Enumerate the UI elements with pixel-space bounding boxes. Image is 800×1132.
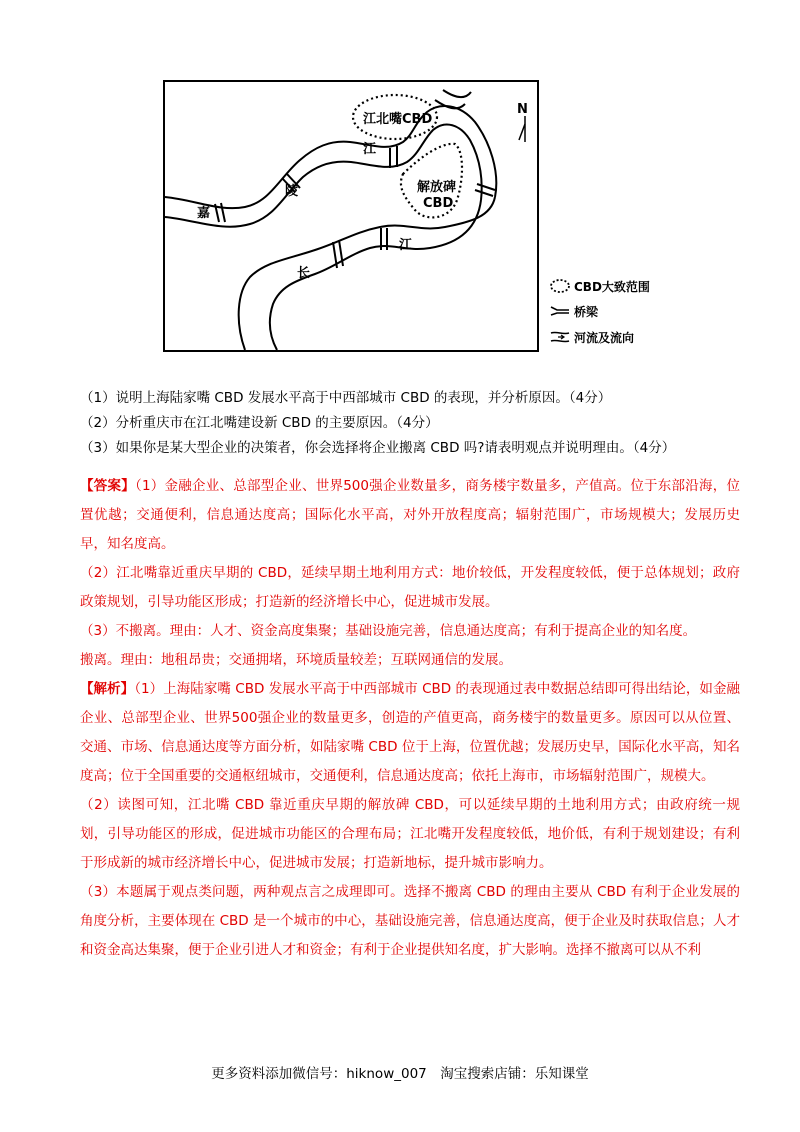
north-label: N (517, 102, 528, 117)
page-footer: 更多资料添加微信号：hiknow_007 淘宝搜索店铺：乐知课堂 (211, 1066, 589, 1082)
river-char-1: 江 (363, 142, 377, 157)
answer-analysis (80, 472, 740, 965)
legend-cbd-range (549, 275, 650, 297)
river-char-4: 江 (399, 238, 413, 253)
answer-p2: （2）江北嘴靠近重庆早期的 CBD，延续早期土地利用方式：地价较低，开发程度较低，便于总体规划；政府政策规划，引导功能区形成；打造新的经济增长中心，促进城市发展。 (80, 565, 740, 610)
legend-cbd-range-label: CBD大致范围 (574, 279, 650, 294)
answer-p1-text: （1）金融企业、总部型企业、世界500强企业数量多，商务楼宇数量多，产值高。位于东部沿海，位置优越；交通便利，信息通达度高；国际化水平高，对外开放程度高；辐射范围广，市场规模大；发展历史早，知名度高。 (80, 478, 741, 552)
cbd-north-label: 江北嘴CBD (363, 112, 433, 127)
answer-p3: （3）不搬离。理由：人才、资金高度集聚；基础设施完善，信息通达度高；有利于提高企业的知名度。 (80, 623, 697, 639)
legend-bridge-label: 桥梁 (574, 304, 599, 319)
question-3: （3）如果你是某大型企业的决策者，你会选择将企业搬离 CBD 吗?请表明观点并说明理由。（4分） (80, 440, 676, 456)
legend-river-label: 河流及流向 (574, 330, 635, 345)
legend-bridge (549, 300, 598, 322)
analysis-p1-text: （1）上海陆家嘴 CBD 发展水平高于中西部城市 CBD 的表现通过表中数据总结即可得出结论，如金融企业、总部型企业、世界500强企业的数量更多，创造的产值更高，商务楼宇的数量更多。原因可以从位置、交通、市场、信息通达度等方面分析，如陆家嘴 CBD 位于上海，位置优越；发展历史早，国际化水平高，知名度高；位于全国重要的交通枢纽城市，交通便利，信息通达度高；依托上海市，市场辐射范围广，规模大。 (80, 681, 741, 784)
river-char-3: 嘉 (197, 206, 211, 221)
analysis-tag: 【解析】 (80, 681, 135, 697)
river-flow-icon (549, 329, 571, 345)
analysis-p3: （3）本题属于观点类问题，两种观点言之成理即可。选择不搬离 CBD 的理由主要从 CBD 有利于企业发展的角度分析，主要体现在 CBD 是一个城市的中心，基础设施完善，信息通达度高，便于企业及时获取信息；人才和资金高达集聚，便于企业引进人才和资金；有利于企业提供知名度，扩大影响。选择不撤离可以从不利 (80, 884, 740, 958)
river-char-5: 长 (297, 266, 311, 281)
cbd-south-label-2: CBD (423, 196, 454, 211)
answer-p4: 搬离。理由：地租昂贵；交通拥堵，环境质量较差；互联网通信的发展。 (80, 652, 512, 668)
legend-river (549, 326, 634, 348)
river-char-2: 陵 (285, 184, 299, 199)
river-map (163, 80, 539, 352)
bridge-icon (549, 303, 571, 319)
questions (80, 386, 740, 461)
river-map-drawing (165, 82, 537, 350)
analysis-p1 (80, 675, 740, 791)
answer-tag: 【答案】 (80, 478, 135, 494)
cbd-south-label-1: 解放碑 (417, 180, 457, 195)
question-1: （1）说明上海陆家嘴 CBD 发展水平高于中西部城市 CBD 的表现，并分析原因。（4分） (80, 390, 612, 406)
analysis-p2: （2）读图可知，江北嘴 CBD 靠近重庆早期的解放碑 CBD，可以延续早期的土地利用方式；由政府统一规划，引导功能区的形成，促进城市功能区的合理布局；江北嘴开发程度较低，地价低，有利于规划建设；有利于形成新的城市经济增长中心，促进城市发展；打造新地标，提升城市影响力。 (80, 797, 740, 871)
question-2: （2）分析重庆市在江北嘴建设新 CBD 的主要原因。（4分） (80, 415, 439, 431)
dotted-ellipse-icon (549, 278, 571, 294)
answer-p1 (80, 472, 740, 559)
